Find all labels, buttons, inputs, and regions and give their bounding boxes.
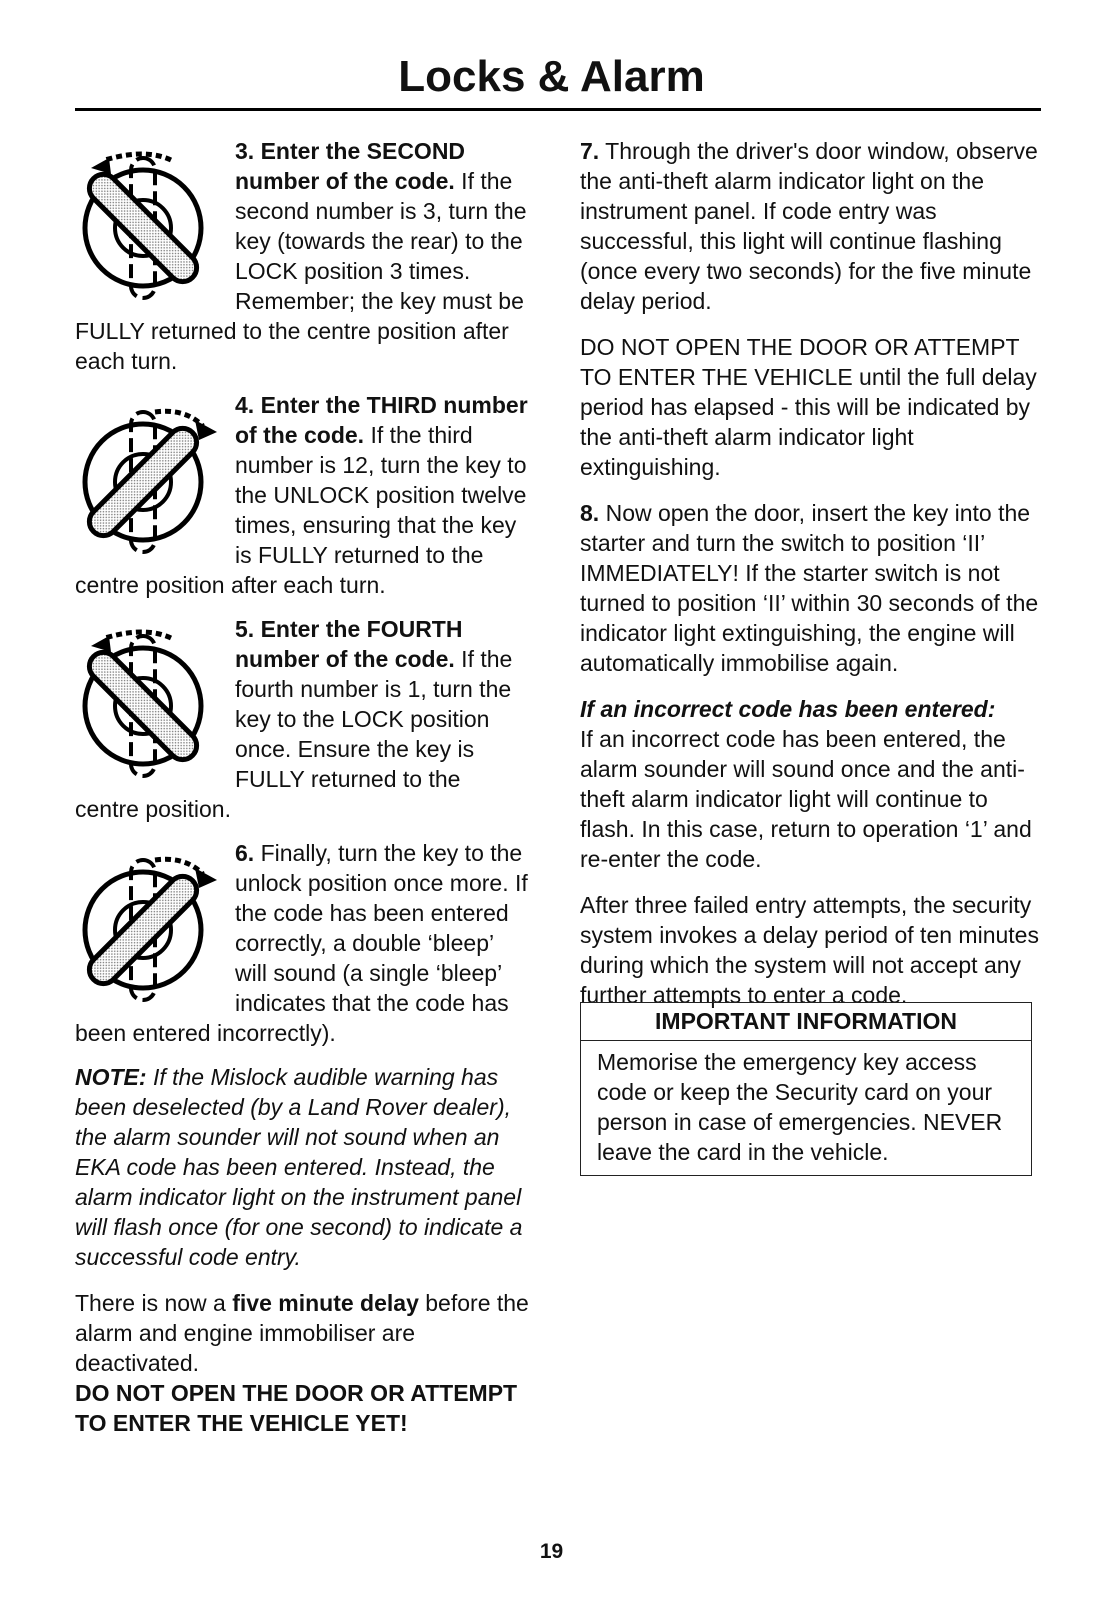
incorrect-code-heading: If an incorrect code has been entered:	[580, 696, 996, 722]
important-information-box	[580, 1002, 1032, 1176]
delay-post: before the alarm and engine immobiliser are deactivated.	[75, 1290, 529, 1376]
delay-paragraph	[75, 1288, 530, 1378]
step-6	[75, 838, 530, 1048]
title-divider	[75, 108, 1041, 111]
step-8	[580, 498, 1040, 678]
right-column	[580, 136, 1040, 1026]
key-lock-turn-icon	[75, 138, 225, 306]
important-information-heading: IMPORTANT INFORMATION	[581, 1003, 1031, 1041]
step-3-body: If the second number is 3, turn the key (towards the rear) to the LOCK position 3 times. Remember; the key must be FULLY returned to the centre position after each turn.	[75, 168, 527, 374]
important-information-body: Memorise the emergency key access code or keep the Security card on your person in case of emergencies. NEVER leave the card in the vehicle.	[597, 1049, 1003, 1165]
key-unlock-turn-icon	[75, 392, 225, 560]
delay-pre: There is now a	[75, 1290, 233, 1316]
step-5-lead: 5. Enter the FOURTH number of the code.	[235, 616, 463, 672]
left-column	[75, 136, 530, 1438]
step-4-body: If the third number is 12, turn the key to the UNLOCK position twelve times, ensuring that the key is FULLY returned to the centre position after each turn.	[75, 422, 527, 598]
step-3	[75, 136, 530, 376]
note-body: If the Mislock audible warning has been deselected (by a Land Rover dealer), the alarm sounder will not sound when an EKA code has been entered. Instead, the alarm indicator light on the instrument panel will flash once (for one second) to indicate a successful code entry.	[75, 1064, 523, 1270]
step-6-body: Finally, turn the key to the unlock position once more. If the code has been entered correctly, a double ‘bleep’ will sound (a single ‘bleep’ indicates that the code has been entered incorrectly).	[75, 840, 528, 1046]
step-4	[75, 390, 530, 600]
page-title: Locks & Alarm	[398, 52, 705, 101]
step-3-lead: 3. Enter the SECOND number of the code.	[235, 138, 466, 194]
step-7-body: Through the driver's door window, observe the anti-theft alarm indicator light on the instrument panel. If code entry was successful, this light will continue flashing (once every two seconds) for the five minute delay period.	[580, 138, 1038, 314]
key-lock-turn-icon	[75, 616, 225, 784]
note-paragraph	[75, 1062, 530, 1272]
key-unlock-turn-icon	[75, 840, 225, 1008]
incorrect-code-body: If an incorrect code has been entered, the alarm sounder will sound once and the anti-theft alarm indicator light will continue to flash. In this case, return to operation ‘1’ and re-enter the code.	[580, 726, 1032, 872]
note-lead: NOTE:	[75, 1064, 147, 1090]
delay-bold: five minute delay	[232, 1290, 419, 1316]
step-5-body: If the fourth number is 1, turn the key to the LOCK position once. Ensure the key is FULLY returned to the centre position.	[75, 646, 513, 822]
warning-text: DO NOT OPEN THE DOOR OR ATTEMPT TO ENTER THE VEHICLE YET!	[75, 1380, 518, 1436]
step-5	[75, 614, 530, 824]
step-4-lead: 4. Enter the THIRD number of the code.	[235, 392, 528, 448]
step-7	[580, 136, 1040, 316]
step-8-lead: 8.	[580, 500, 600, 526]
page-number: 19	[539, 1540, 564, 1563]
do-not-open-paragraph: DO NOT OPEN THE DOOR OR ATTEMPT TO ENTER THE VEHICLE until the full delay period has elapsed - this will be indicated by the anti-theft alarm indicator light extinguishing.	[580, 334, 1037, 480]
step-7-lead: 7.	[580, 138, 600, 164]
step-8-body: Now open the door, insert the key into the starter and turn the switch to position ‘II’ IMMEDIATELY! If the starter switch is not turned to position ‘II’ within 30 seconds of the indicator light extinguishing, the engine will automatically immobilise again.	[580, 500, 1039, 676]
failed-attempts-paragraph: After three failed entry attempts, the security system invokes a delay period of ten minutes during which the system will not accept any further attempts to enter a code.	[580, 892, 1039, 1008]
step-6-lead: 6.	[235, 840, 255, 866]
